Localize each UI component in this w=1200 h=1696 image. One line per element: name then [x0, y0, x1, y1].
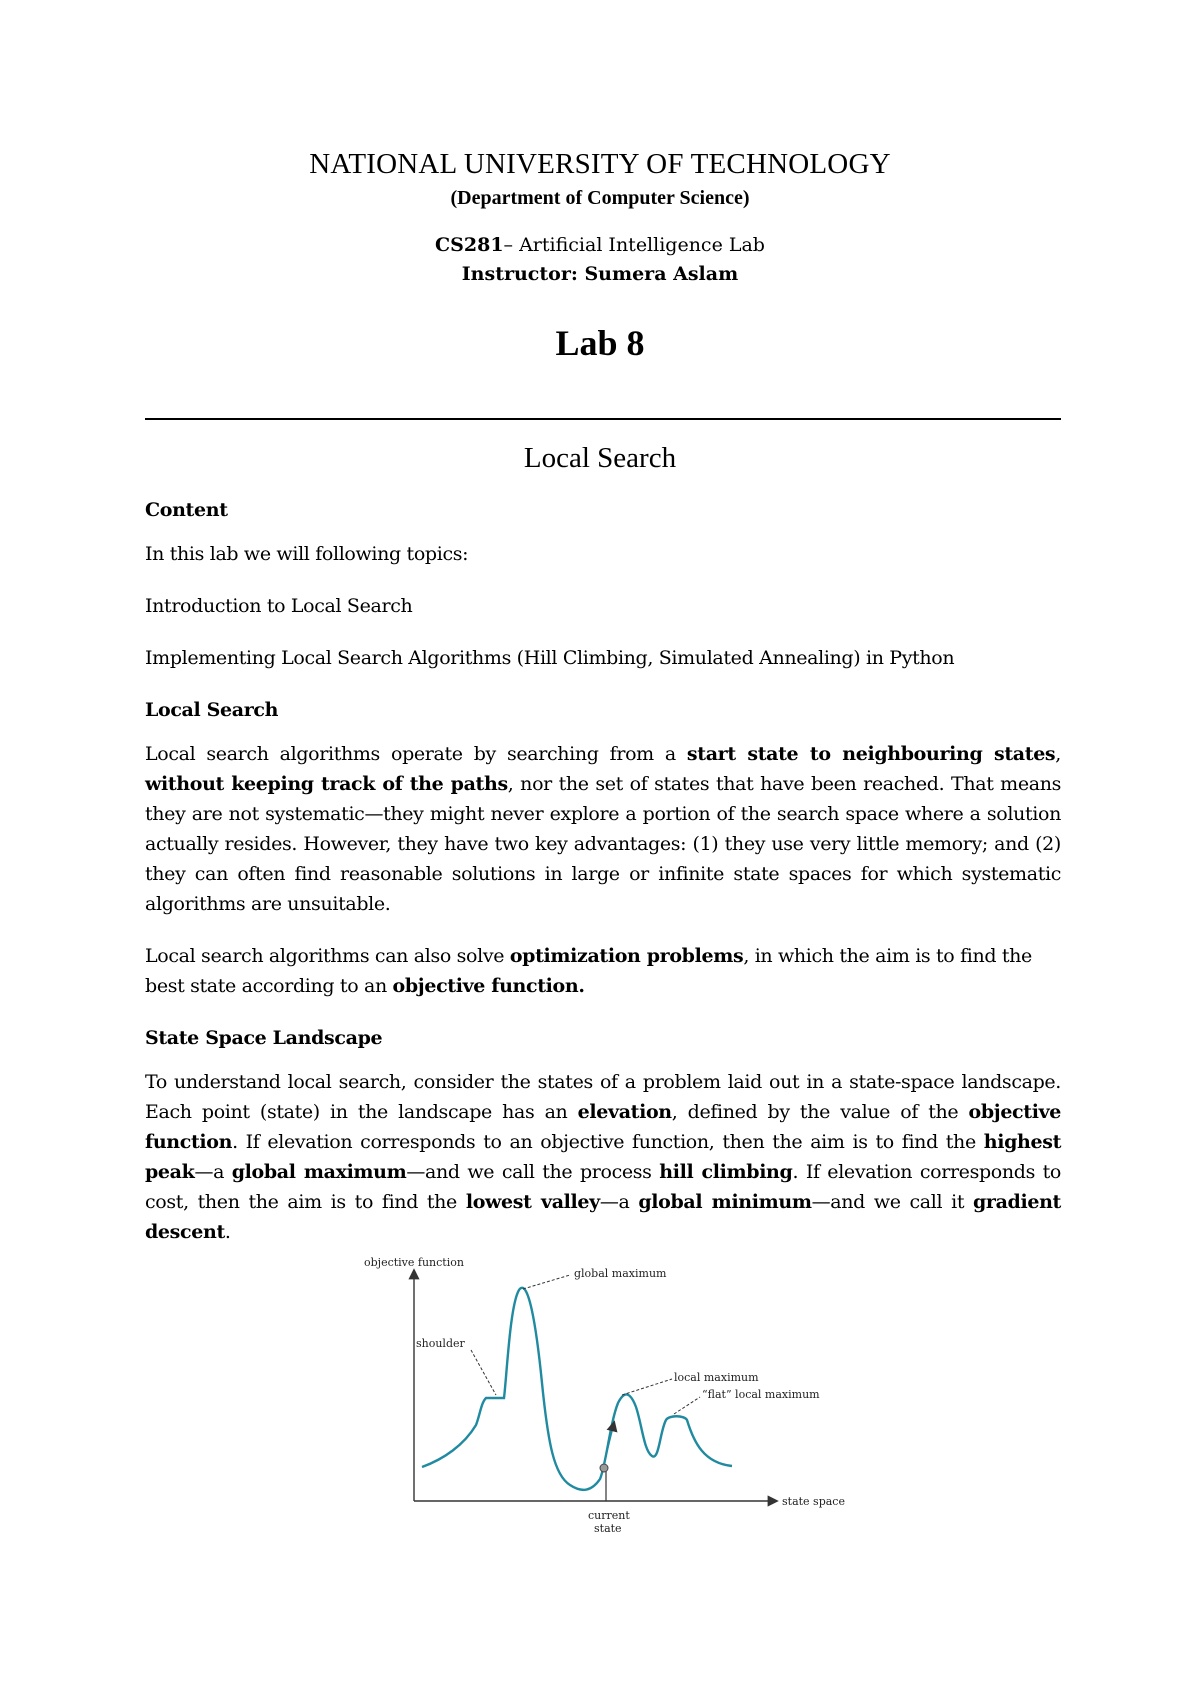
- local-search-heading: Local Search: [145, 699, 279, 721]
- flat-max-label: “flat” local maximum: [702, 1388, 820, 1401]
- local-search-paragraph: Local search algorithms operate by searching from a start state to neighbouring states, without keeping track of the paths, nor the set of states that have been reached. That means they are not systematic—they might never explore a portion of the search space where a solution actually resides. However, they have two key advantages: (1) they use very little memory; and (2) they can often find reasonable solutions in large or infinite state spaces for which systematic algorithms are unsuitable.: [145, 743, 1061, 915]
- y-axis-label: objective function: [364, 1256, 464, 1269]
- shoulder-pointer: [471, 1350, 496, 1395]
- section-title: Local Search: [523, 442, 677, 474]
- shoulder-label: shoulder: [416, 1337, 465, 1350]
- local-max-label: local maximum: [674, 1371, 759, 1384]
- content-intro: In this lab we will following topics:: [145, 543, 469, 565]
- course-name: – Artificial Intelligence Lab: [503, 234, 765, 256]
- global-max-pointer: [523, 1275, 570, 1289]
- topic-item: Implementing Local Search Algorithms (Hill Climbing, Simulated Annealing) in Python: [145, 647, 955, 669]
- state-space-landscape-diagram: [356, 1253, 856, 1538]
- body-text: [145, 495, 1061, 1247]
- climb-direction-arrow: [604, 1423, 614, 1464]
- lab-number: Lab 8: [555, 323, 645, 363]
- current-state-label: current: [588, 1509, 630, 1522]
- landscape-curve: [422, 1288, 732, 1490]
- landscape-heading: State Space Landscape: [145, 1027, 383, 1049]
- global-max-label: global maximum: [574, 1267, 667, 1280]
- optimization-paragraph: Local search algorithms can also solve optimization problems, in which the aim is to find the best state according to an objective function.: [145, 945, 1032, 997]
- instructor-name: Instructor: Sumera Aslam: [461, 263, 739, 285]
- course-code: CS281: [435, 234, 504, 256]
- current-state-label-2: state: [594, 1522, 622, 1535]
- university-name: NATIONAL UNIVERSITY OF TECHNOLOGY: [309, 148, 891, 180]
- content-heading: Content: [145, 499, 228, 521]
- x-axis-label: state space: [782, 1495, 845, 1508]
- department-name: (Department of Computer Science): [450, 187, 750, 209]
- horizontal-divider: [145, 418, 1061, 420]
- topic-item: Introduction to Local Search: [145, 595, 413, 617]
- course-title: [0, 234, 1200, 256]
- local-max-pointer: [622, 1379, 672, 1395]
- current-state-point: [600, 1464, 608, 1472]
- landscape-paragraph: To understand local search, consider the states of a problem laid out in a state-space landscape. Each point (state) in the landscape has an elevation, defined by the value of the objective function. If elevation corresponds to an objective function, then the aim is to find the highest peak—a global maximum—and we call the process hill climbing. If elevation corresponds to cost, then the aim is to find the lowest valley—a global minimum—and we call it gradient descent.: [145, 1071, 1062, 1243]
- flat-max-pointer: [674, 1397, 700, 1414]
